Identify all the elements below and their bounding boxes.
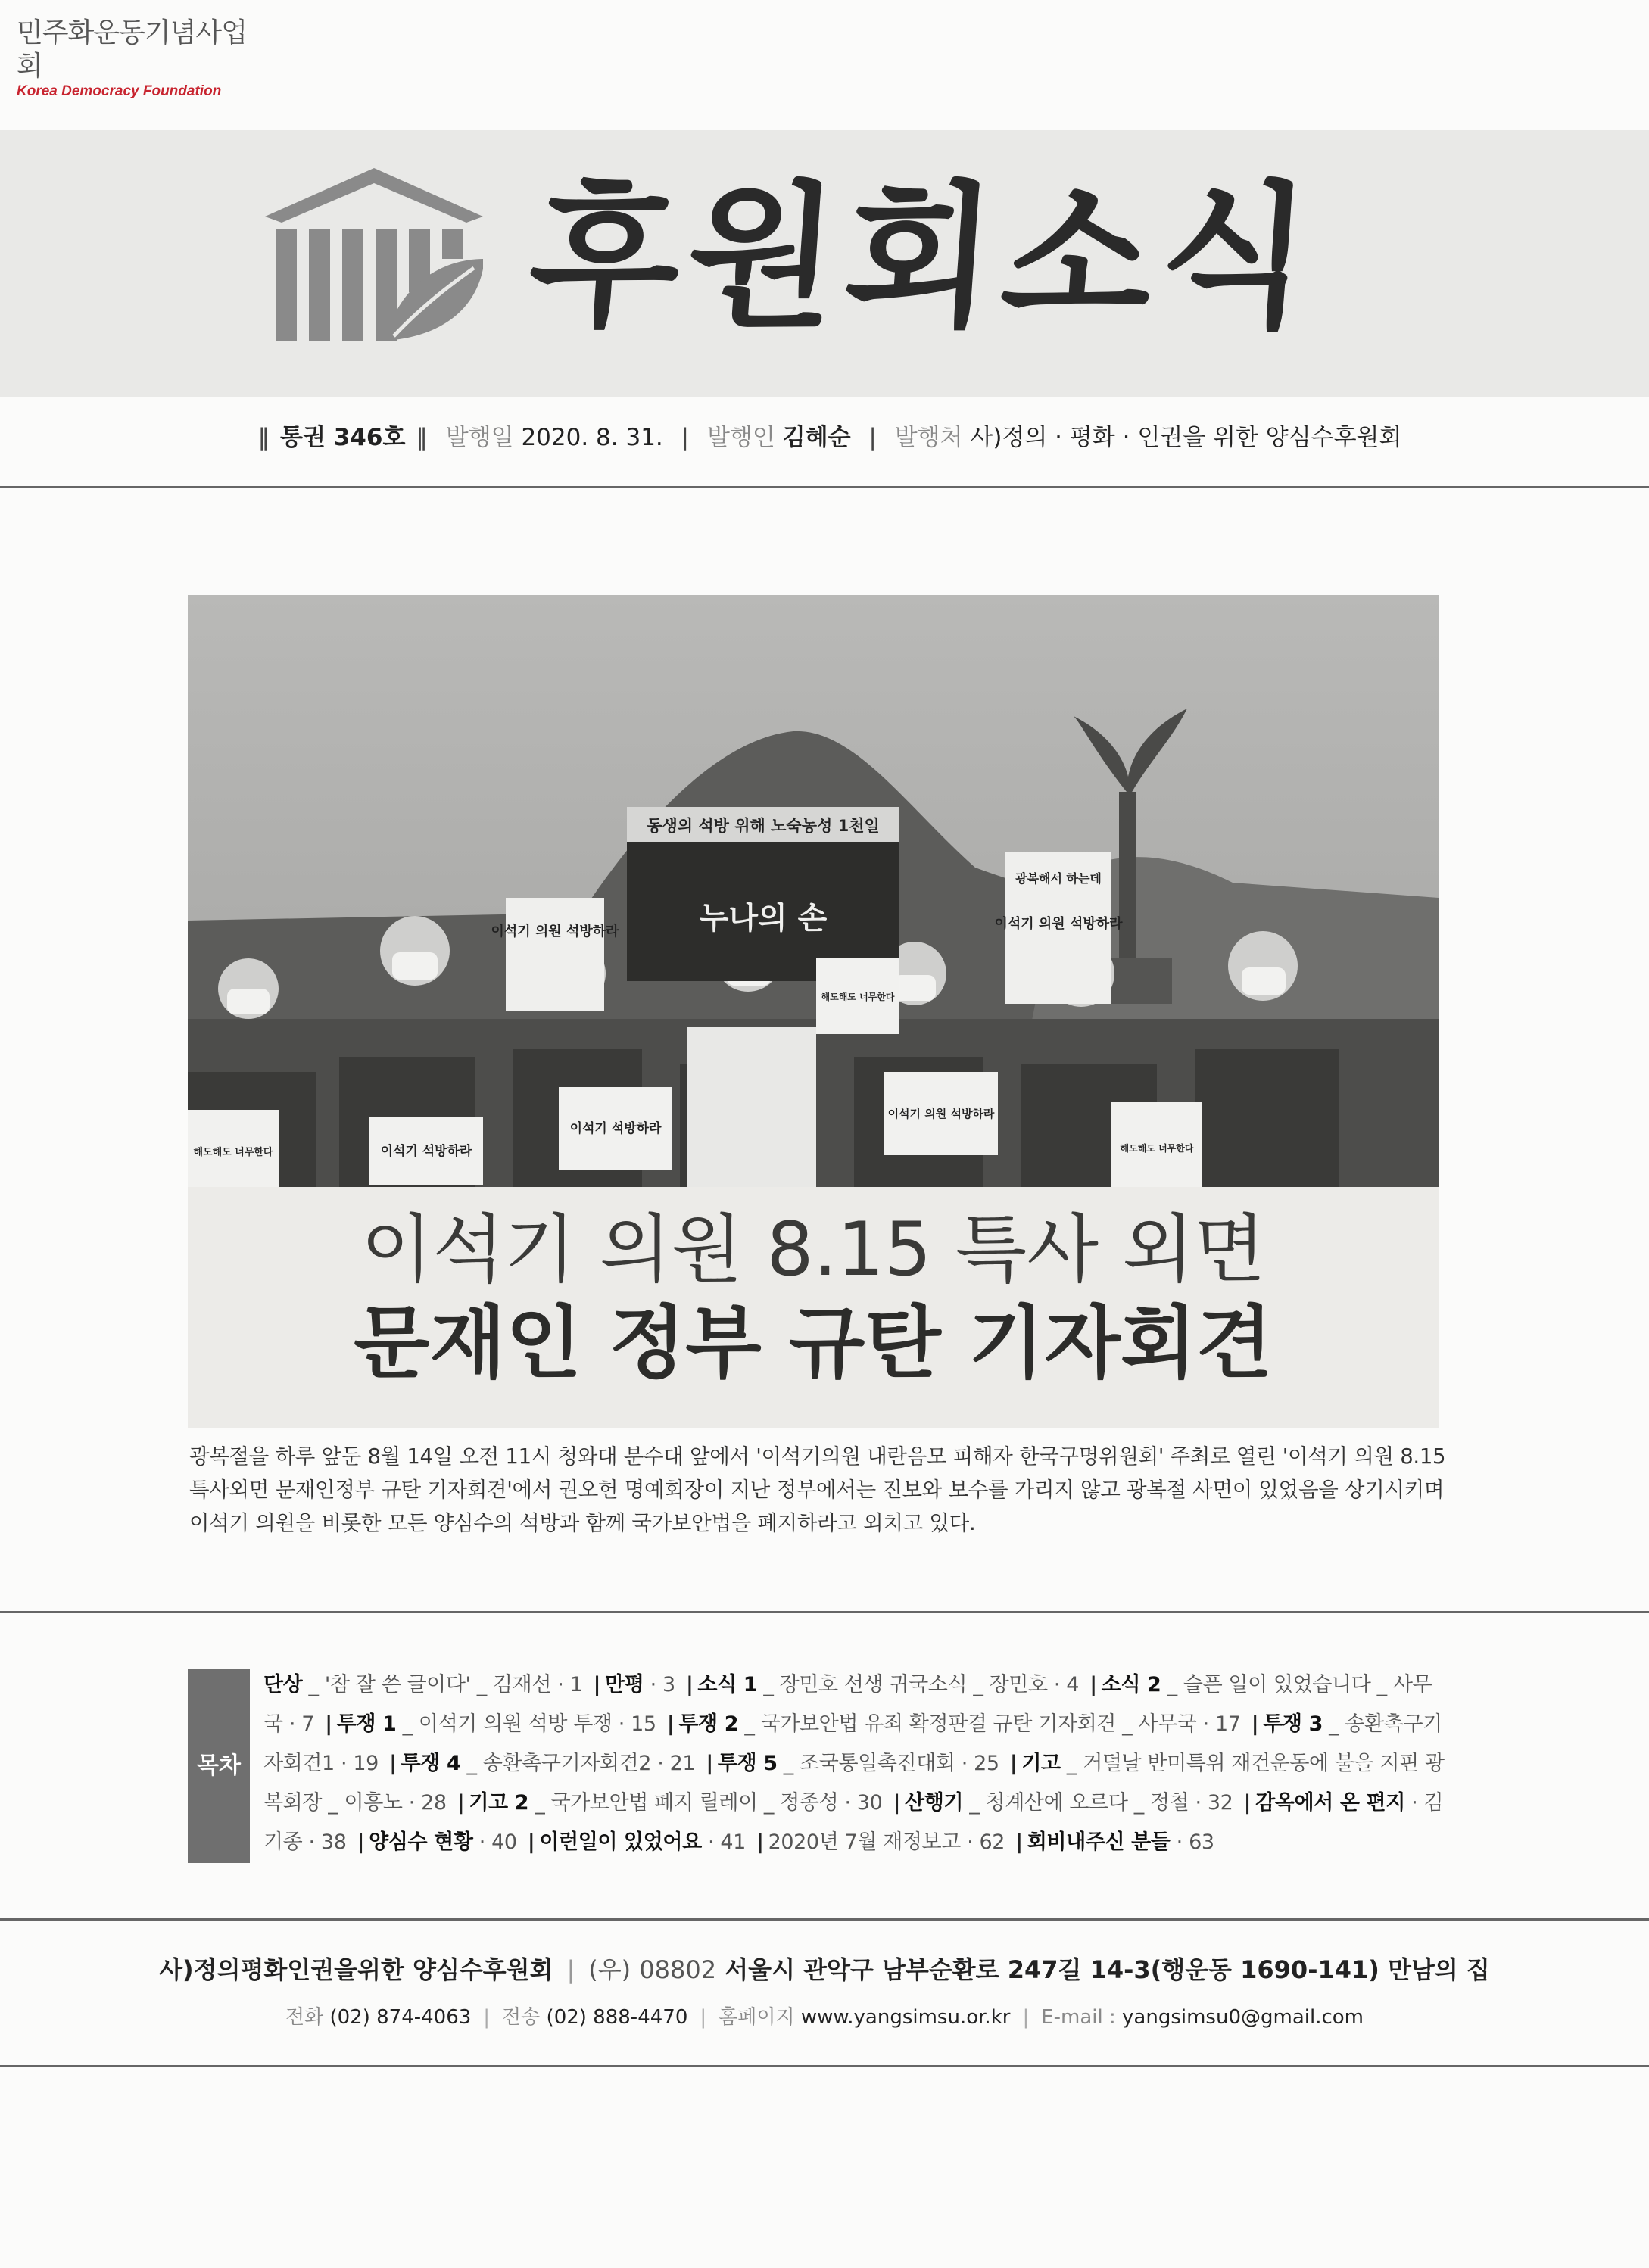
toc-meta: 사무국 · 7 bbox=[263, 1673, 1432, 1736]
toc-separator: | bbox=[325, 1712, 332, 1736]
footer-phone-label: 전화 bbox=[285, 2006, 324, 2029]
toc-section: 투쟁 3 bbox=[1263, 1712, 1323, 1736]
toc-title: '참 잘 쓴 글이다' bbox=[324, 1673, 471, 1696]
toc-label bbox=[188, 1669, 250, 1863]
house-leaf-logo-icon bbox=[265, 168, 483, 344]
masthead-title: 후원회소식 bbox=[523, 167, 1324, 348]
watermark-english: Korea Democracy Foundation bbox=[17, 83, 222, 99]
footer-fax-label: 전송 bbox=[502, 2006, 541, 2029]
toc-section: 단상 bbox=[263, 1673, 303, 1696]
toc-entry: | 투쟁 2 _ 국가보안법 유죄 확정판결 규탄 기자회견 _ 사무국 · 17 bbox=[666, 1712, 1241, 1736]
footer-homepage-label: 홈페이지 bbox=[719, 2006, 795, 2029]
photo-sign-release-2: 이석기 의원 석방하라 bbox=[994, 916, 1123, 932]
toc-section: 투쟁 5 bbox=[717, 1752, 778, 1775]
toc-meta: 15 bbox=[631, 1712, 656, 1736]
toc-meta: 3 bbox=[662, 1673, 675, 1696]
footer-contact-line: 전화 (02) 874-4063 | 전송 (02) 888-4470 | 홈페이지 www.yangsimsu.or.kr | E-mail : yangsimsu0@gmail.com bbox=[285, 2006, 1364, 2029]
toc-section: 양심수 현황 bbox=[369, 1830, 473, 1854]
issue-issuer-label: 발행처 bbox=[894, 424, 963, 451]
footer-org: 사)정의평화인권을위한 양심수후원회 bbox=[159, 1955, 553, 1984]
toc-section: 소식 1 bbox=[697, 1673, 758, 1696]
toc-title: 2020년 7월 재정보고 bbox=[768, 1830, 961, 1854]
issue-date-label: 발행일 bbox=[445, 424, 514, 451]
photo-sign-release-4: 이석기 석방하라 bbox=[569, 1121, 662, 1136]
toc-meta: 41 bbox=[720, 1830, 746, 1854]
toc-entry: | 투쟁 4 _ 송환촉구기자회견2 · 21 bbox=[389, 1752, 696, 1775]
toc-separator: | bbox=[706, 1752, 713, 1775]
toc-label-text: 목차 bbox=[197, 1752, 241, 1779]
toc-meta: 김기종 · 38 bbox=[263, 1791, 1444, 1854]
toc-entry: | 회비내주신 분들 · 63 bbox=[1015, 1830, 1214, 1854]
toc-separator: | bbox=[666, 1712, 675, 1736]
toc-separator: | bbox=[1009, 1752, 1018, 1775]
toc-section: 소식 2 bbox=[1101, 1673, 1161, 1696]
toc-title: 국가보안법 폐지 릴레이 bbox=[550, 1791, 758, 1815]
toc-entry: | 2020년 7월 재정보고 · 62 bbox=[756, 1830, 1005, 1854]
photo-banner-line-2: 문재인 정부 규탄 기자회견 bbox=[354, 1297, 1273, 1389]
toc-entry: | 이런일이 있었어요 · 41 bbox=[527, 1830, 746, 1854]
toc-section: 감옥에서 온 편지 bbox=[1255, 1791, 1405, 1815]
toc-meta: 이흥노 · 28 bbox=[344, 1791, 447, 1815]
toc-meta: 19 bbox=[353, 1752, 379, 1775]
watermark-korean: 민주화운동기념사업회 bbox=[17, 17, 247, 82]
issue-publisher: 김혜순 bbox=[782, 424, 851, 451]
issue-issuer: 사)정의 · 평화 · 인권을 위한 양심수후원회 bbox=[970, 424, 1402, 451]
footer-phone: (02) 874-4063 bbox=[329, 2006, 472, 2029]
footer-address-line: 사)정의평화인권을위한 양심수후원회 | (우) 08802 서울시 관악구 남부순환로 247길 14-3(행운동 1690-141) 만남의 집 bbox=[159, 1955, 1490, 1984]
toc-title: 청계산에 오르다 bbox=[985, 1791, 1128, 1815]
footer-email-link[interactable]: yangsimsu0@gmail.com bbox=[1122, 2006, 1364, 2029]
divider-top bbox=[0, 486, 1649, 488]
photo-caption: 광복절을 하루 앞둔 8월 14일 오전 11시 청와대 분수대 앞에서 '이석기의원 내란음모 피해자 한국구명위원회' 주최로 열린 '이석기 의원 8.15특사외면 문재인정부 규탄 기자회견'에서 권오헌 명예회장이 지난 정부에서는 진보와 보수를 가리지 않고 광복절 사면이 있었음을 상기시키며 이석기 의원을 비롯한 모든 양심수의 석방과 함께 국가보안법을 폐지하라고 외치고 있다. bbox=[189, 1444, 1446, 1535]
toc-section: 이런일이 있었어요 bbox=[539, 1830, 702, 1854]
toc-meta: 40 bbox=[491, 1830, 517, 1854]
toc-separator: | bbox=[685, 1673, 694, 1696]
toc-title: 장민호 선생 귀국소식 bbox=[779, 1673, 968, 1696]
toc-title: 거덜날 반미특위 재건운동에 불을 지핀 광복회장 bbox=[263, 1752, 1445, 1815]
toc-meta: 사무국 · 17 bbox=[1138, 1712, 1241, 1736]
toc-meta: 김재선 · 1 bbox=[493, 1673, 583, 1696]
photo-sign-release-5: 이석기 의원 석방하라 bbox=[887, 1107, 995, 1120]
photo-sign-liberation: 광복해서 하는데 bbox=[1015, 871, 1102, 886]
toc-title: 송환촉구기자회견1 bbox=[263, 1712, 1442, 1775]
issue-date: 2020. 8. 31. bbox=[521, 424, 663, 451]
divider-middle bbox=[0, 1611, 1649, 1613]
toc-meta: 21 bbox=[669, 1752, 696, 1775]
toc-section: 투쟁 4 bbox=[401, 1752, 461, 1775]
issue-info: ‖ 통권 346호 ‖ 발행일 2020. 8. 31. | 발행인 김혜순 | 발행처 사)정의 · 평화 · 인권을 위한 양심수후원회 bbox=[257, 424, 1402, 451]
issue-volume: 통권 346호 bbox=[280, 424, 406, 451]
toc-separator: | bbox=[1251, 1712, 1259, 1736]
toc-separator: | bbox=[389, 1752, 397, 1775]
photo-sign-too-much-3: 해도해도 너무한다 bbox=[1120, 1143, 1194, 1154]
photo-sign-top: 동생의 석방 위해 노숙농성 1천일 bbox=[647, 817, 880, 835]
toc-separator: | bbox=[457, 1791, 465, 1815]
toc-section: 투쟁 1 bbox=[336, 1712, 397, 1736]
issue-publisher-label: 발행인 bbox=[706, 424, 775, 451]
toc-entry: | 투쟁 5 _ 조국통일촉진대회 · 25 bbox=[706, 1752, 999, 1775]
toc-entry: | 감옥에서 온 편지 · 김기종 · 38 bbox=[263, 1791, 1444, 1854]
toc-title: 조국통일촉진대회 bbox=[800, 1752, 955, 1775]
footer-address: 서울시 관악구 남부순환로 247길 14-3(행운동 1690-141) 만남의 집 bbox=[725, 1955, 1490, 1984]
toc-separator: | bbox=[756, 1830, 764, 1854]
toc-entry: | 투쟁 3 _ 송환촉구기자회견1 · 19 bbox=[263, 1712, 1442, 1775]
toc-entry: | 양심수 현황 · 40 bbox=[357, 1830, 517, 1854]
footer-fax: (02) 888-4470 bbox=[546, 2006, 688, 2029]
toc-entry: | 만평 · 3 bbox=[593, 1673, 675, 1696]
toc-separator: | bbox=[1243, 1791, 1252, 1815]
toc-title: 송환촉구기자회견2 bbox=[482, 1752, 652, 1775]
photo-banner-line-1: 이석기 의원 8.15 특사 외면 bbox=[360, 1207, 1266, 1293]
footer-homepage-link[interactable]: www.yangsimsu.or.kr bbox=[800, 2006, 1011, 2029]
toc-separator: | bbox=[357, 1830, 365, 1854]
toc-title: 국가보안법 유죄 확정판결 규탄 기자회견 bbox=[760, 1712, 1116, 1736]
toc-entry: | 기고 _ 거덜날 반미특위 재건운동에 불을 지핀 광복회장 _ 이흥노 · 28 bbox=[263, 1752, 1445, 1815]
toc-meta: 장민호 · 4 bbox=[989, 1673, 1079, 1696]
divider-bottom bbox=[0, 1918, 1649, 1921]
toc-separator: | bbox=[1015, 1830, 1023, 1854]
photo-sign-board: 누나의 손 bbox=[699, 901, 828, 936]
toc-meta: 63 bbox=[1189, 1830, 1214, 1854]
photo-sign-release-1: 이석기 의원 석방하라 bbox=[491, 924, 619, 939]
toc-section: 만평 bbox=[605, 1673, 644, 1696]
photo-sign-too-much-2: 해도해도 너무한다 bbox=[821, 992, 895, 1002]
toc-title: 이석기 의원 석방 투쟁 bbox=[418, 1712, 613, 1736]
photo-sign-too-much-1: 해도해도 너무한다 bbox=[193, 1147, 273, 1158]
footer-postal-code: 08802 bbox=[639, 1955, 717, 1984]
toc-meta: 정철 · 32 bbox=[1149, 1791, 1233, 1815]
toc-separator: | bbox=[593, 1673, 601, 1696]
footer-email-label: E-mail : bbox=[1041, 2006, 1116, 2029]
watermark bbox=[17, 17, 259, 100]
toc-section: 산행기 bbox=[905, 1791, 964, 1815]
toc-section: 회비내주신 분들 bbox=[1027, 1830, 1171, 1854]
toc-section: 투쟁 2 bbox=[678, 1712, 739, 1736]
toc-separator: | bbox=[893, 1791, 901, 1815]
table-of-contents bbox=[263, 1665, 1448, 1862]
toc-section: 기고 2 bbox=[469, 1791, 529, 1815]
toc-meta: 정종성 · 30 bbox=[780, 1791, 883, 1815]
toc-separator: | bbox=[527, 1830, 535, 1854]
toc-title: 슬픈 일이 있었습니다 bbox=[1183, 1673, 1371, 1696]
toc-entry: | 소식 1 _ 장민호 선생 귀국소식 _ 장민호 · 4 bbox=[685, 1673, 1079, 1696]
toc-meta: 62 bbox=[979, 1830, 1005, 1854]
toc-entry: | 투쟁 1 _ 이석기 의원 석방 투쟁 · 15 bbox=[325, 1712, 656, 1736]
toc-entry: 단상 _ '참 잘 쓴 글이다' _ 김재선 · 1 bbox=[263, 1673, 583, 1696]
toc-entry: | 소식 2 _ 슬픈 일이 있었습니다 _ 사무국 · 7 bbox=[263, 1673, 1432, 1736]
photo-sign-release-3: 이석기 석방하라 bbox=[380, 1144, 472, 1159]
divider-footer bbox=[0, 2065, 1649, 2067]
toc-separator: | bbox=[1089, 1673, 1097, 1696]
footer-postal-label: (우) bbox=[588, 1955, 631, 1984]
toc-entry: | 기고 2 _ 국가보안법 폐지 릴레이 _ 정종성 · 30 bbox=[457, 1791, 883, 1815]
toc-entry: | 산행기 _ 청계산에 오르다 _ 정철 · 32 bbox=[893, 1791, 1233, 1815]
toc-meta: 25 bbox=[974, 1752, 999, 1775]
press-conference-photo bbox=[188, 595, 1439, 1428]
toc-section: 기고 bbox=[1021, 1752, 1061, 1775]
